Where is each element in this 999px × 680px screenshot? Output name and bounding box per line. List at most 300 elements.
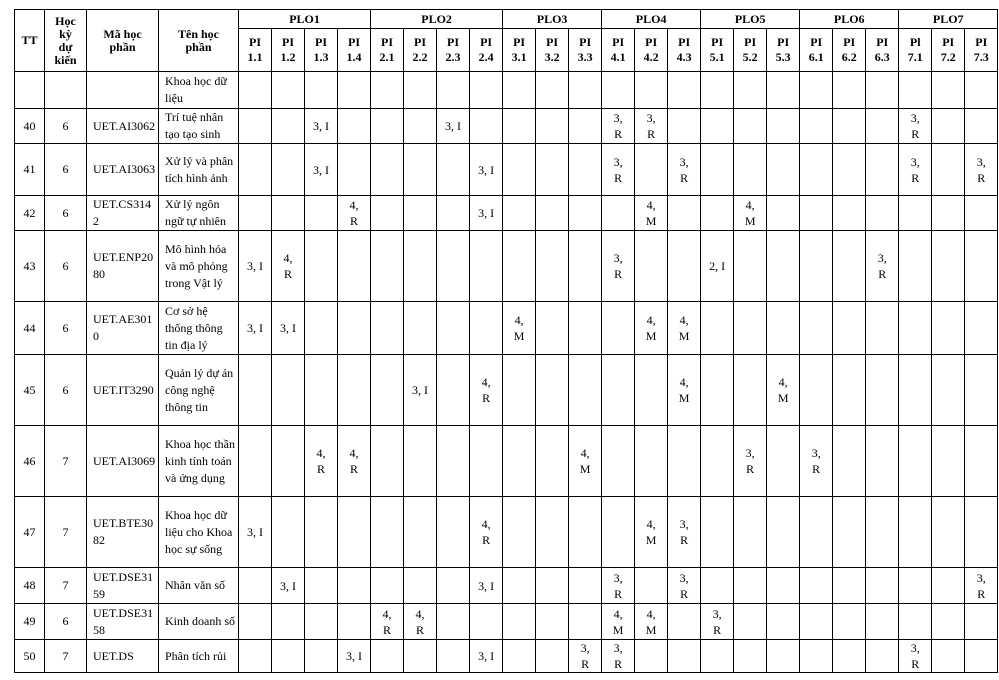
row-ten-hoc-phan: Cơ sở hệ thống thông tin địa lý — [159, 302, 239, 355]
pi-value-cell — [899, 497, 932, 568]
pi-value-cell: 3, R — [635, 109, 668, 144]
pi-value-cell — [338, 144, 371, 196]
pi-value-cell: 4, R — [305, 426, 338, 497]
pi-value-cell — [635, 426, 668, 497]
pi-value-cell — [899, 196, 932, 231]
row-ten-hoc-phan: Mô hình hóa và mô phỏng trong Vật lý — [159, 231, 239, 302]
pi-header: PI 1.4 — [338, 29, 371, 72]
pi-value-cell — [503, 426, 536, 497]
row-ma-hoc-phan: UET.DSE3158 — [87, 604, 159, 640]
row-ma-hoc-phan: UET.AI3069 — [87, 426, 159, 497]
pi-value-cell — [800, 109, 833, 144]
pi-value-cell — [932, 604, 965, 640]
pi-value-cell — [371, 72, 404, 109]
pi-value-cell — [701, 302, 734, 355]
pi-value-cell — [470, 231, 503, 302]
table-row — [15, 568, 998, 604]
pi-value-cell — [569, 72, 602, 109]
pi-value-cell: 4, M — [668, 302, 701, 355]
pi-value-cell — [932, 196, 965, 231]
pi-value-cell — [965, 640, 998, 673]
pi-value-cell: 2, I — [701, 231, 734, 302]
pi-value-cell — [701, 426, 734, 497]
plo-header: PLO1 — [239, 10, 371, 29]
pi-value-cell: 3, I — [404, 355, 437, 426]
pi-value-cell — [536, 497, 569, 568]
pi-value-cell — [437, 196, 470, 231]
pi-value-cell — [503, 497, 536, 568]
pi-value-cell — [569, 568, 602, 604]
pi-value-cell: 3, R — [965, 144, 998, 196]
pi-value-cell — [239, 109, 272, 144]
pi-header: PI 7.3 — [965, 29, 998, 72]
row-ma-hoc-phan: UET.ENP2080 — [87, 231, 159, 302]
pi-value-cell: 4, R — [470, 497, 503, 568]
pi-header: PI 3.3 — [569, 29, 602, 72]
pi-value-cell — [965, 426, 998, 497]
table-row — [15, 302, 998, 355]
pi-value-cell — [965, 497, 998, 568]
row-ma-hoc-phan: UET.AE3010 — [87, 302, 159, 355]
pi-value-cell — [239, 196, 272, 231]
pi-value-cell — [338, 302, 371, 355]
table-row — [15, 426, 998, 497]
pi-value-cell — [767, 426, 800, 497]
table-row — [15, 109, 998, 144]
pi-header: PI 6.2 — [833, 29, 866, 72]
pi-value-cell — [866, 355, 899, 426]
pi-value-cell — [734, 497, 767, 568]
table-header — [15, 10, 998, 72]
pi-value-cell — [272, 497, 305, 568]
row-ten-hoc-phan: Xử lý và phân tích hình ảnh — [159, 144, 239, 196]
pi-value-cell — [404, 302, 437, 355]
pi-value-cell — [833, 144, 866, 196]
pi-value-cell — [767, 196, 800, 231]
pi-value-cell — [404, 109, 437, 144]
row-ten-hoc-phan: Nhân văn số — [159, 568, 239, 604]
pi-value-cell — [767, 497, 800, 568]
pi-value-cell — [767, 604, 800, 640]
pi-value-cell: 4, R — [470, 355, 503, 426]
pi-value-cell — [305, 231, 338, 302]
row-ten-hoc-phan: Khoa học dữ liệu — [159, 72, 239, 109]
pi-value-cell: 4, M — [635, 302, 668, 355]
pi-value-cell — [800, 497, 833, 568]
pi-value-cell — [833, 302, 866, 355]
pi-value-cell: 4, R — [371, 604, 404, 640]
pi-value-cell: 3, R — [899, 144, 932, 196]
pi-value-cell — [800, 640, 833, 673]
pi-value-cell — [866, 604, 899, 640]
pi-value-cell — [965, 196, 998, 231]
pi-value-cell — [536, 196, 569, 231]
row-ma-hoc-phan: UET.IT3290 — [87, 355, 159, 426]
pi-value-cell — [866, 568, 899, 604]
pi-value-cell — [602, 196, 635, 231]
pi-value-cell — [305, 196, 338, 231]
pi-value-cell — [536, 640, 569, 673]
pi-value-cell — [305, 640, 338, 673]
pi-value-cell: 3, R — [701, 604, 734, 640]
row-hoc-ky: 6 — [45, 109, 87, 144]
pi-value-cell — [668, 196, 701, 231]
pi-value-cell — [602, 355, 635, 426]
pi-value-cell: 4, M — [767, 355, 800, 426]
pi-header: PI 2.2 — [404, 29, 437, 72]
pi-value-cell — [701, 497, 734, 568]
pi-value-cell — [503, 231, 536, 302]
pi-value-cell — [536, 144, 569, 196]
pi-value-cell — [569, 302, 602, 355]
pi-value-cell — [437, 640, 470, 673]
pi-header: PI 6.3 — [866, 29, 899, 72]
pi-value-cell — [569, 604, 602, 640]
pi-value-cell — [635, 231, 668, 302]
pi-value-cell — [800, 355, 833, 426]
row-hoc-ky: 6 — [45, 355, 87, 426]
pi-value-cell — [404, 640, 437, 673]
pi-value-cell — [404, 72, 437, 109]
pi-value-cell — [470, 72, 503, 109]
pi-value-cell — [536, 604, 569, 640]
pi-value-cell — [371, 568, 404, 604]
pi-value-cell — [899, 302, 932, 355]
pi-value-cell — [932, 72, 965, 109]
row-ma-hoc-phan: UET.AI3063 — [87, 144, 159, 196]
pi-value-cell — [569, 497, 602, 568]
pi-value-cell — [272, 72, 305, 109]
pi-value-cell: 3, R — [866, 231, 899, 302]
pi-value-cell — [536, 302, 569, 355]
pi-header: PI 3.1 — [503, 29, 536, 72]
pi-value-cell: 3, I — [470, 196, 503, 231]
pi-header: PI 7.2 — [932, 29, 965, 72]
pi-value-cell — [932, 640, 965, 673]
pi-value-cell — [833, 568, 866, 604]
plo-mapping-table — [14, 9, 998, 673]
row-ten-hoc-phan: Khoa học dữ liệu cho Khoa học sự sống — [159, 497, 239, 568]
pi-value-cell — [503, 355, 536, 426]
pi-value-cell — [866, 497, 899, 568]
pi-value-cell — [767, 640, 800, 673]
table-body — [15, 72, 998, 673]
pi-value-cell: 3, I — [437, 109, 470, 144]
pi-value-cell — [866, 640, 899, 673]
pi-value-cell — [833, 72, 866, 109]
pi-value-cell — [371, 355, 404, 426]
pi-value-cell — [899, 72, 932, 109]
pi-value-cell — [569, 355, 602, 426]
row-hoc-ky: 6 — [45, 302, 87, 355]
pi-value-cell — [701, 144, 734, 196]
pi-value-cell — [602, 72, 635, 109]
pi-value-cell — [371, 640, 404, 673]
pi-header: PI 5.3 — [767, 29, 800, 72]
pi-value-cell — [305, 355, 338, 426]
pi-value-cell: 3, R — [899, 109, 932, 144]
table-row — [15, 355, 998, 426]
pi-value-cell — [503, 72, 536, 109]
row-tt: 47 — [15, 497, 45, 568]
pi-value-cell — [734, 72, 767, 109]
pi-value-cell: 3, R — [899, 640, 932, 673]
pi-value-cell — [668, 426, 701, 497]
pi-value-cell — [932, 302, 965, 355]
pi-value-cell: 3, I — [272, 568, 305, 604]
pi-value-cell — [437, 72, 470, 109]
row-tt: 42 — [15, 196, 45, 231]
pi-value-cell — [404, 497, 437, 568]
pi-value-cell: 3, R — [602, 109, 635, 144]
pi-value-cell — [932, 497, 965, 568]
pi-value-cell — [965, 109, 998, 144]
pi-value-cell — [470, 426, 503, 497]
pi-value-cell — [437, 355, 470, 426]
row-tt — [15, 72, 45, 109]
pi-value-cell — [668, 109, 701, 144]
pi-value-cell — [305, 302, 338, 355]
pi-value-cell: 4, M — [635, 604, 668, 640]
pi-value-cell: 3, I — [470, 640, 503, 673]
pi-value-cell — [701, 109, 734, 144]
pi-value-cell — [965, 231, 998, 302]
pi-value-cell — [899, 355, 932, 426]
pi-value-cell — [338, 604, 371, 640]
pi-value-cell — [239, 72, 272, 109]
plo-header: PLO5 — [701, 10, 800, 29]
plo-header: PLO6 — [800, 10, 899, 29]
pi-value-cell: 3, I — [305, 109, 338, 144]
pi-value-cell — [932, 355, 965, 426]
pi-value-cell — [371, 196, 404, 231]
row-ma-hoc-phan: UET.BTE3082 — [87, 497, 159, 568]
pi-header: PI 4.3 — [668, 29, 701, 72]
pi-value-cell — [965, 302, 998, 355]
pi-value-cell — [866, 72, 899, 109]
row-hoc-ky: 6 — [45, 144, 87, 196]
pi-value-cell — [272, 109, 305, 144]
pi-value-cell — [701, 355, 734, 426]
pi-value-cell — [338, 568, 371, 604]
pi-value-cell — [701, 72, 734, 109]
pi-value-cell — [536, 568, 569, 604]
row-hoc-ky: 7 — [45, 568, 87, 604]
pi-value-cell — [635, 72, 668, 109]
row-tt: 49 — [15, 604, 45, 640]
pi-value-cell — [602, 302, 635, 355]
row-ma-hoc-phan: UET.CS3142 — [87, 196, 159, 231]
pi-value-cell: 4, R — [272, 231, 305, 302]
pi-value-cell: 4, R — [338, 196, 371, 231]
plo-header: PLO4 — [602, 10, 701, 29]
table-row — [15, 640, 998, 673]
pi-value-cell — [635, 568, 668, 604]
pi-value-cell — [800, 302, 833, 355]
pi-value-cell: 3, I — [470, 144, 503, 196]
pi-value-cell — [569, 144, 602, 196]
row-ten-hoc-phan: Khoa học thần kinh tính toán và ứng dụng — [159, 426, 239, 497]
pi-value-cell: 3, R — [734, 426, 767, 497]
row-tt: 45 — [15, 355, 45, 426]
pi-value-cell: 4, M — [602, 604, 635, 640]
pi-value-cell — [602, 497, 635, 568]
pi-value-cell — [767, 109, 800, 144]
pi-value-cell — [272, 604, 305, 640]
row-hoc-ky: 6 — [45, 604, 87, 640]
row-ma-hoc-phan: UET.AI3062 — [87, 109, 159, 144]
pi-value-cell: 4, M — [734, 196, 767, 231]
table-row — [15, 231, 998, 302]
pi-value-cell: 3, R — [668, 568, 701, 604]
row-tt: 46 — [15, 426, 45, 497]
pi-value-cell — [470, 604, 503, 640]
pi-value-cell — [701, 640, 734, 673]
pi-value-cell — [272, 196, 305, 231]
pi-value-cell — [932, 109, 965, 144]
table-row — [15, 144, 998, 196]
row-tt: 43 — [15, 231, 45, 302]
pi-value-cell — [899, 568, 932, 604]
pi-value-cell — [668, 231, 701, 302]
pi-value-cell — [503, 568, 536, 604]
pi-value-cell — [404, 568, 437, 604]
pi-value-cell: 4, M — [635, 196, 668, 231]
pi-value-cell — [800, 144, 833, 196]
pi-header: PI 5.2 — [734, 29, 767, 72]
pi-value-cell: 3, I — [239, 497, 272, 568]
pi-value-cell: 3, I — [239, 231, 272, 302]
pi-value-cell — [371, 144, 404, 196]
pi-value-cell: 4, R — [404, 604, 437, 640]
col-header-ten-hoc-phan: Tên học phần — [159, 10, 239, 72]
pi-value-cell: 3, R — [800, 426, 833, 497]
pi-value-cell — [437, 426, 470, 497]
pi-value-cell: 3, I — [338, 640, 371, 673]
pi-value-cell — [371, 426, 404, 497]
pi-value-cell — [503, 640, 536, 673]
pi-value-cell — [239, 640, 272, 673]
pi-value-cell — [800, 72, 833, 109]
pi-value-cell — [767, 144, 800, 196]
pi-value-cell — [503, 196, 536, 231]
pi-header: PI 2.3 — [437, 29, 470, 72]
pi-value-cell — [932, 231, 965, 302]
row-hoc-ky: 7 — [45, 426, 87, 497]
row-tt: 41 — [15, 144, 45, 196]
pi-value-cell — [305, 568, 338, 604]
pi-value-cell — [437, 497, 470, 568]
pi-value-cell — [734, 568, 767, 604]
pi-value-cell — [602, 426, 635, 497]
pi-value-cell — [404, 144, 437, 196]
pi-value-cell — [833, 196, 866, 231]
pi-value-cell: 3, I — [239, 302, 272, 355]
pi-value-cell — [668, 72, 701, 109]
pi-value-cell — [272, 640, 305, 673]
pi-value-cell — [536, 109, 569, 144]
pi-value-cell — [866, 196, 899, 231]
pi-value-cell — [833, 355, 866, 426]
pi-value-cell — [338, 355, 371, 426]
pi-value-cell — [404, 196, 437, 231]
pi-header: PI 5.1 — [701, 29, 734, 72]
col-header-ma-hoc-phan: Mã học phần — [87, 10, 159, 72]
pi-header: PI 4.1 — [602, 29, 635, 72]
pi-value-cell: 3, R — [602, 144, 635, 196]
pi-value-cell — [437, 144, 470, 196]
pi-value-cell — [800, 196, 833, 231]
pi-value-cell: 4, M — [503, 302, 536, 355]
pi-value-cell — [371, 302, 404, 355]
pi-value-cell — [734, 355, 767, 426]
pi-value-cell — [239, 426, 272, 497]
pi-value-cell — [767, 72, 800, 109]
pi-value-cell — [734, 604, 767, 640]
pi-value-cell — [338, 72, 371, 109]
row-tt: 40 — [15, 109, 45, 144]
row-hoc-ky — [45, 72, 87, 109]
pi-header: PI 1.2 — [272, 29, 305, 72]
pi-value-cell — [767, 231, 800, 302]
pi-value-cell — [635, 144, 668, 196]
pi-value-cell — [833, 109, 866, 144]
pi-value-cell — [767, 568, 800, 604]
row-tt: 50 — [15, 640, 45, 673]
pi-value-cell: 3, R — [668, 144, 701, 196]
row-hoc-ky: 6 — [45, 196, 87, 231]
pi-value-cell — [371, 231, 404, 302]
pi-value-cell — [866, 109, 899, 144]
row-ma-hoc-phan — [87, 72, 159, 109]
row-ma-hoc-phan: UET.DSE3159 — [87, 568, 159, 604]
pi-value-cell: 3, I — [272, 302, 305, 355]
pi-value-cell — [437, 302, 470, 355]
col-header-tt: TT — [15, 10, 45, 72]
pi-value-cell — [569, 231, 602, 302]
pi-value-cell — [767, 302, 800, 355]
pi-value-cell — [437, 568, 470, 604]
row-ten-hoc-phan: Quản lý dự án công nghệ thông tin — [159, 355, 239, 426]
pi-value-cell — [470, 109, 503, 144]
pi-value-cell — [734, 231, 767, 302]
pi-value-cell — [833, 604, 866, 640]
pi-value-cell — [503, 109, 536, 144]
pi-value-cell — [635, 355, 668, 426]
pi-header: PI 1.1 — [239, 29, 272, 72]
pi-value-cell — [569, 196, 602, 231]
pi-header: PI 3.2 — [536, 29, 569, 72]
row-hoc-ky: 7 — [45, 497, 87, 568]
pi-value-cell: 3, R — [668, 497, 701, 568]
pi-value-cell — [536, 231, 569, 302]
pi-value-cell: 4, M — [668, 355, 701, 426]
plo-header: PLO2 — [371, 10, 503, 29]
pi-header: Pl 7.1 — [899, 29, 932, 72]
pi-value-cell — [239, 568, 272, 604]
table-row — [15, 196, 998, 231]
pi-value-cell: 4, R — [338, 426, 371, 497]
pi-value-cell — [404, 231, 437, 302]
pi-value-cell: 4, M — [569, 426, 602, 497]
pi-value-cell — [866, 144, 899, 196]
pi-value-cell — [866, 426, 899, 497]
pi-header: PI 1.3 — [305, 29, 338, 72]
col-header-hoc-ky: Học kỳ dự kiến — [45, 10, 87, 72]
pi-value-cell — [965, 604, 998, 640]
row-tt: 44 — [15, 302, 45, 355]
plo-header: PLO7 — [899, 10, 998, 29]
